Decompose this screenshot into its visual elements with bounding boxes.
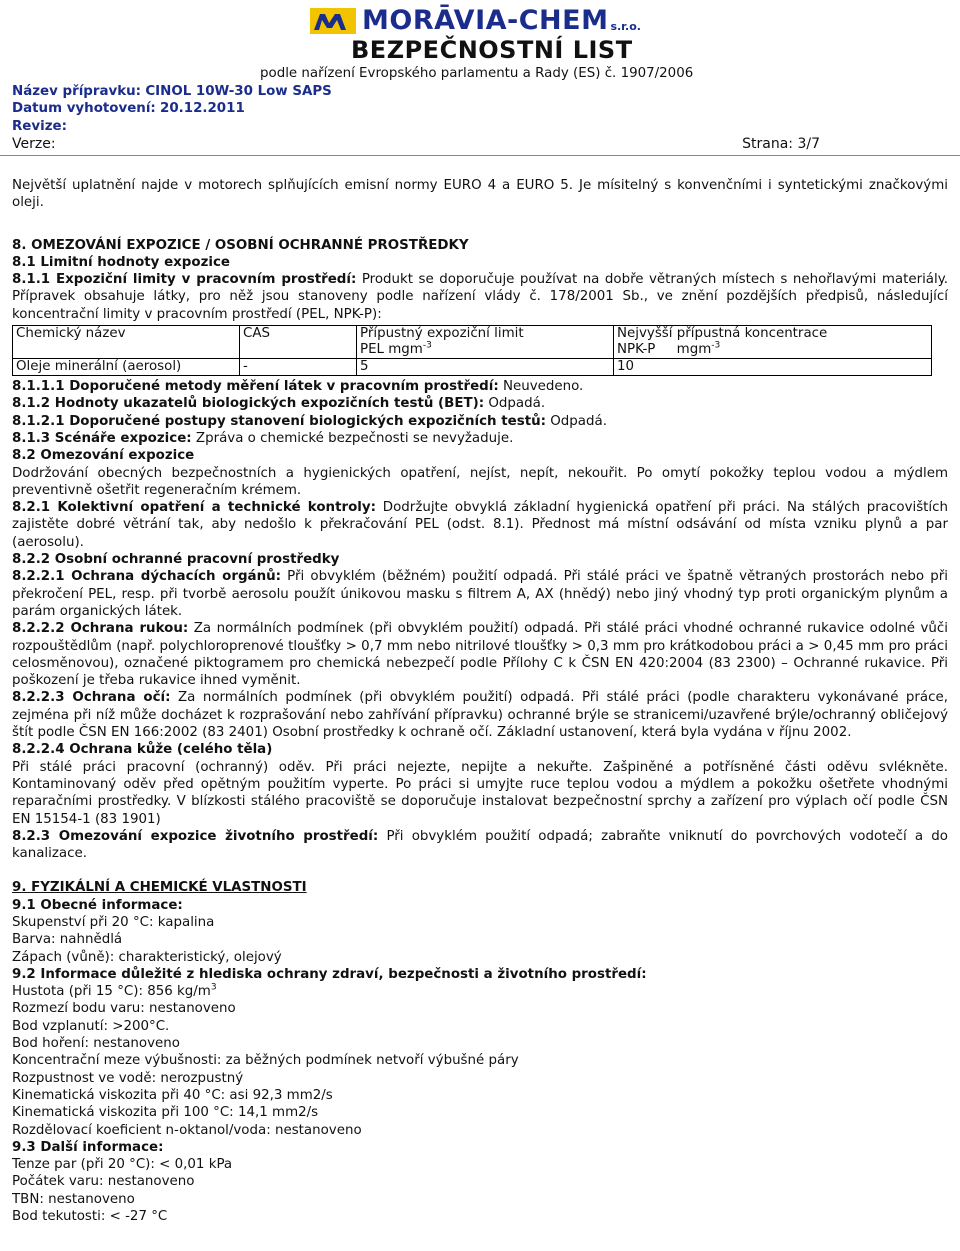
section-9-3-heading: 9.3 Další informace:	[12, 1139, 164, 1155]
product-value: CINOL 10W-30 Low SAPS	[145, 84, 332, 99]
list-item: Rozpustnost ve vodě: nerozpustný	[12, 1070, 244, 1086]
section-8-2-text: Dodržování obecných bezpečnostních a hygienických opatření, nejíst, nepít, nekouřit. Po omytí pokožky teplou vodou a mýdlem preventivně ošetřit regeneračním krémem.	[12, 465, 948, 498]
company-name: MORĀVIA-CHEM	[362, 5, 609, 36]
section-8-2-2-4-text: Při stálé práci pracovní (ochranný) oděv. Při práci nejezte, nepijte a nekuřte. Zašpiněné a potřísněné části oděvu svlékněte. Kontaminovaný oděv před opětným použitím vyperte. Po práci si umyjte ruce teplou vodou a mýdlem a pokožku ošetřete vhodnými reparačními prostředky. V blízkosti stálého pracoviště se doporučuje instalovat bezpečnostní sprchy a zařízení pro výplach očí podle ČSN EN 15154-1 (83 1901)	[12, 759, 948, 827]
document-subtitle: podle nařízení Evropského parlamentu a Rady (ES) č. 1907/2006	[260, 66, 694, 81]
section-9-heading: 9. FYZIKÁLNÍ A CHEMICKÉ VLASTNOSTI	[12, 880, 307, 896]
list-item: Bod hoření: nestanoveno	[12, 1036, 180, 1052]
list-item: Koncentrační meze výbušnosti: za běžných podmínek netvoří výbušné páry	[12, 1053, 519, 1069]
document-title: BEZPEČNOSTNÍ LIST	[351, 36, 633, 64]
list-item: Bod tekutosti: < -27 °C	[12, 1209, 168, 1225]
section-8-2-1: 8.2.1 Kolektivní opatření a technické kontroly: Dodržujte obvyklá základní hygienická opatření při práci. Na stálých pracovištích zajistěte dobré větrání tak, aby nedošlo k překračování PEL (odst. 8.1). Přednost má místní odsávání od místa vzniku plynů a par (aerosolu).	[12, 500, 949, 550]
section-9-1-heading: 9.1 Obecné informace:	[12, 897, 183, 913]
date-label: Datum vyhotovení:	[12, 101, 156, 116]
section-9-2-heading: 9.2 Informace důležité z hlediska ochrany zdraví, bezpečnosti a životního prostředí:	[12, 966, 647, 982]
table-header-row	[13, 326, 932, 359]
date-value: 20.12.2011	[160, 101, 245, 116]
table-header-cell: CAS	[240, 326, 357, 359]
page-number: Strana: 3/7	[742, 136, 820, 152]
list-item: Kinematická viskozita při 100 °C: 14,1 mm2/s	[12, 1105, 319, 1121]
document-body	[12, 177, 948, 1225]
section-8-2-2-3: 8.2.2.3 Ochrana očí: Za normálních podmínek (při obvyklém použití) odpadá. Při stálé práci (podle charakteru vykonávané práce, zejména při níž může docházet k rozprašování nebo zahřívání přípravku) ochranné brýle se stranicemi/uzavřené brýle/ochranný obličejový štít podle ČSN EN 166:2002 (83 2401) Osobní prostředky k ochraně očí. Základní ustanovení, která byla vydána v říjnu 2002.	[12, 690, 948, 741]
version-label: Verze:	[12, 136, 56, 152]
section-8-1-2-1: 8.1.2.1 Doporučené postupy stanovení biologických expozičních testů: Odpadá.	[12, 413, 607, 429]
list-item: Tenze par (při 20 °C): < 0,01 kPa	[12, 1157, 233, 1173]
list-item: Zápach (vůně): charakteristický, olejový	[12, 949, 282, 965]
table-header-cell: Přípustný expoziční limit PEL mgm$^{-3}$	[357, 326, 614, 359]
section-8-1-3: 8.1.3 Scénáře expozice: Zpráva o chemické bezpečnosti se nevyžaduje.	[12, 430, 514, 446]
list-item: Hustota (při 15 °C): 856 $kg/m^3$	[12, 982, 217, 1000]
date-line	[12, 101, 245, 116]
section-8-2-heading: 8.2 Omezování expozice	[12, 448, 195, 464]
section-8-1-2: 8.1.2 Hodnoty ukazatelů biologických expozičních testů (BET): Odpadá.	[12, 396, 546, 412]
list-item: Barva: nahnědlá	[12, 932, 123, 948]
list-item: Kinematická viskozita při 40 °C: asi 92,3 mm2/s	[12, 1087, 333, 1103]
table-header-cell: Chemický název	[13, 326, 240, 359]
list-item: Počátek varu: nestanoveno	[12, 1174, 195, 1190]
section-8-2-3: 8.2.3 Omezování expozice životního prostředí: Při obvyklém použití odpadá; zabraňte vniknutí do povrchových vodotečí a do kanalizace.	[12, 828, 948, 862]
table-header-cell: Nejvyšší přípustná koncentrace NPK-P mgm$^{-3}$	[614, 326, 932, 359]
section-8-1-heading: 8.1 Limitní hodnoty expozice	[12, 254, 230, 270]
intro-paragraph: Největší uplatnění najde v motorech splňujících emisní normy EURO 4 a EURO 5. Je mísitelný s konvenčními i syntetickými značkovými oleji.	[12, 178, 948, 211]
section-8-1-1: 8.1.1 Expoziční limity v pracovním prostředí: Produkt se doporučuje používat na dobře větraných místech s nehořlavými materiály. Přípravek obsahuje látky, pro něž jsou stanoveny podle nařízení vlády č. 178/2001 Sb., ve znění pozdějších předpisů, následující koncentrační limity v pracovním prostředí (PEL, NPK-P):	[12, 272, 948, 322]
list-item: Rozmezí bodu varu: nestanoveno	[12, 1001, 236, 1017]
section-8-2-2-heading: 8.2.2 Osobní ochranné pracovní prostředky	[12, 552, 340, 568]
company-logo-mark-icon	[310, 8, 356, 34]
section-8-2-2-1: 8.2.2.1 Ochrana dýchacích orgánů: Při obvyklém (běžném) použití odpadá. Při stálé práci ve špatně větraných prostorách nebo při překročení PEL, resp. při tvorbě aerosolu použít únikovou masku s filtrem A, AX (hnědý) nebo jiný vhodný typ proti organickým plynům a parám organických látek.	[12, 569, 948, 619]
product-label: Název přípravku:	[12, 84, 142, 99]
company-suffix: s.r.o.	[610, 20, 641, 33]
table-row	[13, 359, 932, 376]
product-name-line	[12, 84, 332, 99]
section-8-1-1-1: 8.1.1.1 Doporučené metody měření látek v pracovním prostředí: Neuvedeno.	[12, 379, 584, 395]
list-item: Bod vzplanutí: >200°C.	[12, 1018, 170, 1034]
section-8-heading: 8. OMEZOVÁNÍ EXPOZICE / OSOBNÍ OCHRANNÉ PROSTŘEDKY	[12, 237, 469, 253]
revision-label: Revize:	[12, 119, 67, 134]
table-cell: Oleje minerální (aerosol)	[13, 359, 240, 376]
section-8-2-2-2: 8.2.2.2 Ochrana rukou: Za normálních podmínek (při obvyklém použití) odpadá. Při stálé práci vhodné ochranné rukavice odolné vůči rozpouštědlům (např. polychloroprenové tloušťky > 0,7 mm nebo nitrilové tloušťky > 0,3 mm pro krátkodobou práci a > 0,45 mm pro práci celosměnovou), označené piktogramem pro chemická nebezpečí podle Přílohy C k ČSN EN 420:2004 (83 2300) – Ochranné rukavice. Při poškození je třeba rukavice ihned vyměnit.	[12, 621, 949, 689]
limits-table	[12, 325, 932, 376]
table-cell: 10	[614, 359, 932, 376]
table-cell: 5	[357, 359, 614, 376]
section-8-2-2-4-heading: 8.2.2.4 Ochrana kůže (celého těla)	[12, 742, 273, 758]
list-item: Skupenství při 20 °C: kapalina	[12, 914, 215, 930]
list-item: TBN: nestanoveno	[12, 1191, 135, 1207]
list-item: Rozdělovací koeficient n-oktanol/voda: nestanoveno	[12, 1122, 362, 1138]
header-divider	[0, 155, 960, 156]
company-logo	[310, 6, 641, 36]
table-cell: -	[240, 359, 357, 376]
